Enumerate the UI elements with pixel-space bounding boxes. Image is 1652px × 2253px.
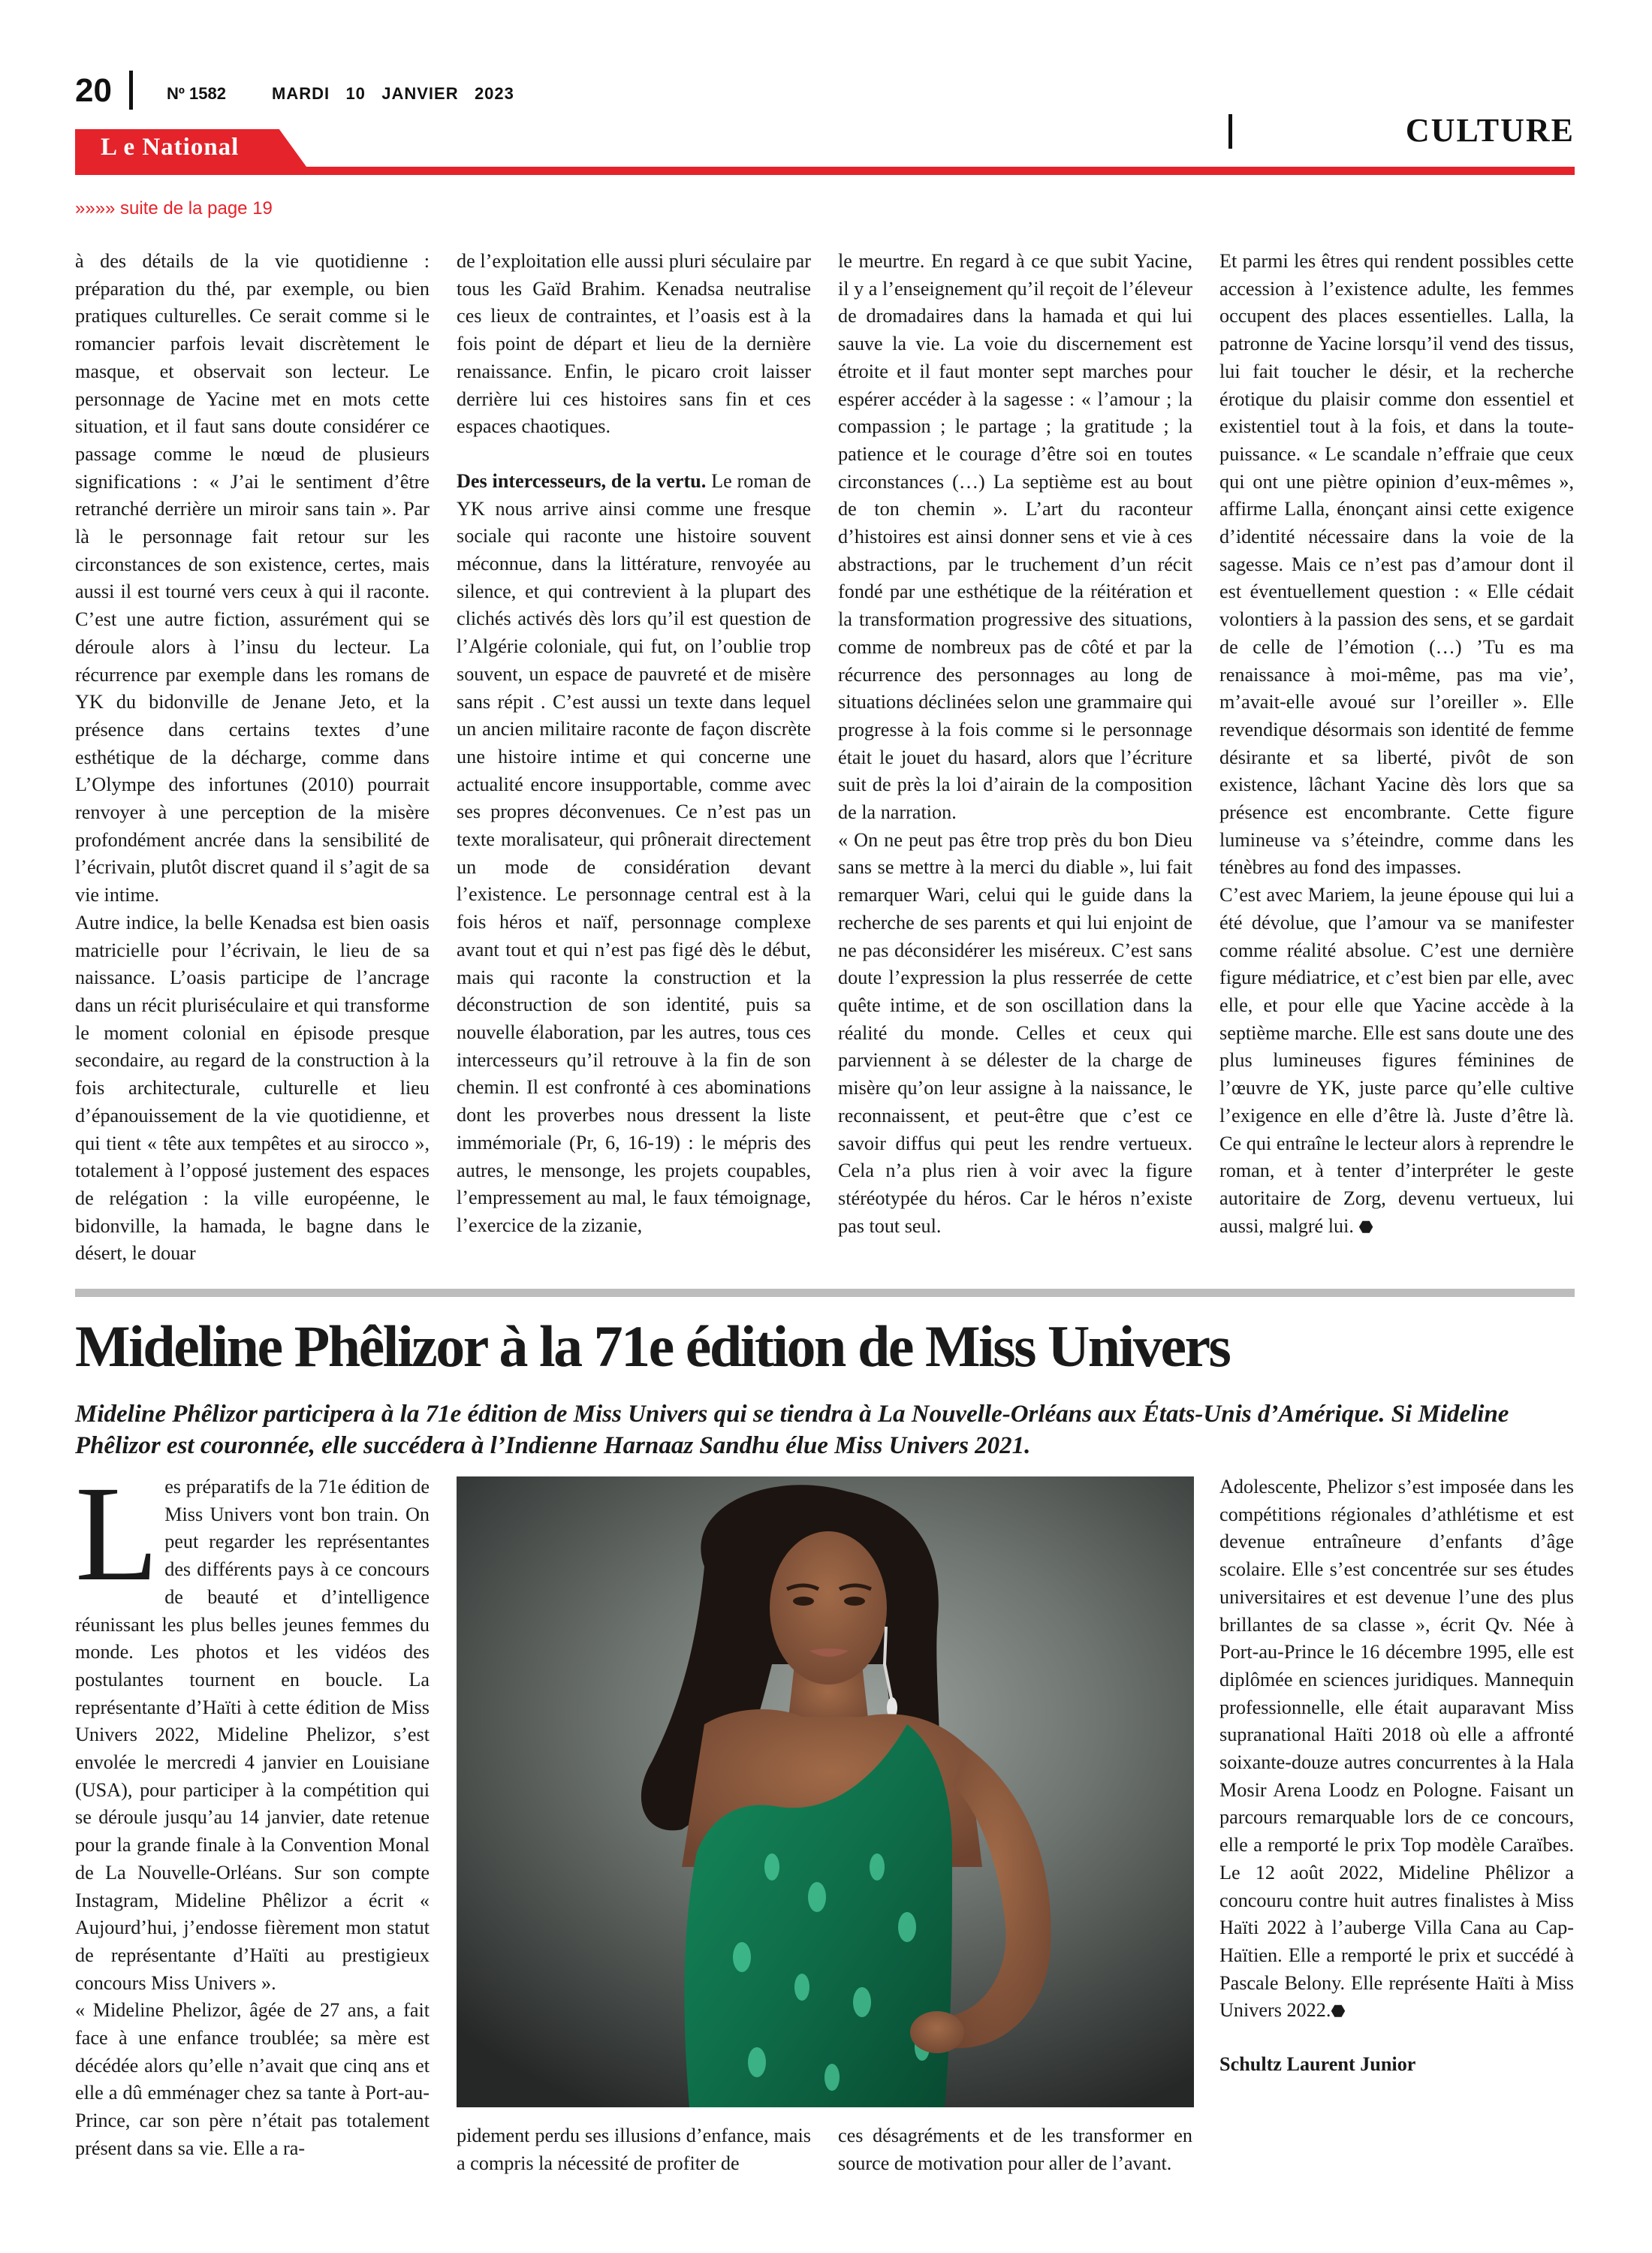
paragraph: Autre indice, la belle Kenadsa est bien oasis matricielle pour l’écrivain, le lieu de sa naissance. L’oasis participe de l’ancrage dans un récit pluriséculaire et qui transforme le moment colonial en épisode presque secondaire, au regard de la construction à la fois architecturale, culturelle et lieu d’épanouissement de la vie quotidienne, et qui tient « tête aux tempêtes et au sirocco », totalement à l’opposé justement des espaces de relégation : la ville européenne, le bidonville, la hamada, le bagne dans le désert, le douar — [75, 911, 430, 1265]
portrait-photo — [457, 1476, 1194, 2107]
article-byline: Schultz Laurent Junior — [1219, 2053, 1416, 2076]
article-column-1 — [75, 1458, 430, 2163]
paragraph-text: Le roman de YK nous arrive ainsi comme une fresque sociale qui raconte une histoire souvent méconnue, dans la littérature, renvoyée au silence, et qui contrevient à la plupart des clichés activés dès lors qu’il est question de l’Algérie coloniale, qui fut, on l’oublie trop souvent, un espace de pauvreté et de misère sans répit . C’est aussi un texte dans lequel un ancien militaire raconte de façon discrète une histoire intime et qui concerne une actualité encore insupportable, comme avec ses propres déconvenues. Ce n’est pas un texte moralisateur, qui prônerait directement un mode de considération devant l’existence. Le personnage central est à la fois héros et naïf, personnage complexe avant tout et qui n’est pas figé dès le début, mais qui raconte la construction et la déconstruction de son identité, puis sa nouvelle élaboration, par les autres, tous ces intercesseurs qu’il retrouve à la fin de son chemin. Il est confronté à ces abominations dont les proverbes nous dressent la liste immémoriale (Pr, 6, 16-19) : le mépris des autres, le mensonge, les projets coupables, l’empressement au mal, le faux témoignage, l’exercice de la zizanie, — [457, 469, 811, 1236]
paragraph: le meurtre. En regard à ce que subit Yacine, il y a l’enseignement qu’il reçoit de l’éleveur de dromadaires dans la hamada et qui lui sauve la vie. La voie du discernement est étroite et il faut monter sept marches pour espérer accéder à la sagesse : « l’amour ; la compassion ; le partage ; la gratitude ; la patience et le courage d’être soi en toutes circonstances (…) La septième est au bout de ton chemin ». L’art du raconteur d’histoires est ainsi donner sens et vie à ces abstractions, par le truchement d’un récit fondé par une esthétique de la réitération et la transformation progressive des situations, comme de nombreux pas de côté et par la récurrence des personnages au long de situations déclinées selon une grammaire qui progresse à la fois comme si le personnage était le jouet du hasard, alors que l’écriture suit de près la loi d’airain de la composition de la narration. — [838, 250, 1192, 824]
article-deck: Mideline Phêlizor participera à la 71e édition de Miss Univers qui se tiendra à La Nouvelle-Orléans aux États-Unis d’Amérique. Si Mideline Phêlizor est couronnée, elle succédera à l’Indienne Harnaaz Sandhu élue Miss Univers 2021. — [75, 1401, 1509, 1459]
paragraph-text: C’est avec Mariem, la jeune épouse qui lui a été dévolue, que l’amour va se manifester comme réalité absolue. C’est une dernière figure médiatrice, et c’est bien par elle, avec elle, et pour elle que Yacine accède à la septième marche. Elle est sans doute une des plus lumineuses figures féminines de l’œuvre de YK, juste parce qu’elle cultive l’exigence en elle d’être là. Juste d’être là. Ce qui entraîne le lecteur alors à reprendre le roman, et à tenter d’interpréter le geste autoritaire de Zorg, devenu vertueux, lui aussi, malgré lui. — [1219, 884, 1574, 1237]
page-number: 20 — [75, 72, 112, 109]
article-headline: Mideline Phêlizor à la 71e édition de Miss Univers — [75, 1313, 1230, 1379]
prev-article-column-1 — [75, 248, 430, 1268]
paragraph: « Mideline Phelizor, âgée de 27 ans, a fait face à une enfance troublée; sa mère est décédée alors qu’elle n’avait que cinq ans et elle a dû emménager chez sa tante à Port-au-Prince, car son père n’était pas totalement présent dans sa vie. Elle a ra- — [75, 1999, 430, 2159]
masthead-logo: L e National — [101, 134, 240, 161]
issue-number: Nº 1582 — [167, 84, 226, 103]
end-mark-icon: ⬣ — [1331, 2001, 1346, 2021]
header-divider — [129, 71, 133, 110]
article-column-2 — [457, 2122, 811, 2177]
paragraph: Et parmi les êtres qui rendent possibles cette accession à l’existence adulte, les femmes occupent des places essentielles. Lalla, la patronne de Yacine lorsqu’il vend des tissus, lui fait toucher le désir, et la recherche érotique du plaisir comme don essentiel et existentiel tout à la fois, et dans la toute-puissance. « Le scandale n’effraie que ceux qui ont une piètre opinion d’eux-mêmes », affirme Lalla, énonçant ainsi cette exigence d’identité nécessaire dans la voie de la sagesse. Mais ce n’est pas d’amour dont il est éventuellement question : « Elle cédait volontiers à la passion des sens, et se gardait de celle de l’émotion (…) ’Tu es ma renaissance à moi-même, pas ma vie’, m’avait-elle avoué sur l’oreiller ». Elle revendique désormais son identité de femme désirante et sa liberté, pivôt de son existence, lâchant Yacine dès lors que sa présence est encombrante. Cette figure lumineuse va s’éteindre, comme dans les ténèbres au fond des impasses. — [1219, 250, 1574, 879]
section-title: CULTURE — [1405, 112, 1575, 149]
issue-date: MARDI 10 JANVIER 2023 — [272, 84, 514, 103]
paragraph-with-subhead — [457, 468, 811, 1240]
section-divider — [1228, 114, 1232, 149]
article-column-3 — [838, 2122, 1192, 2177]
continuation-note: »»»» suite de la page 19 — [75, 198, 273, 219]
paragraph: « On ne peut pas être trop près du bon Dieu sans se mettre à la merci du diable », lui fait remarquer Wari, celui qui le guide dans la recherche de ses parents et qui lui enjoint de ne pas déconsidérer les miséreux. C’est sans doute l’expression la plus resserrée de cette quête intime, et de son oscillation dans la réalité du monde. Celles et ceux qui parviennent à se délester de la charge de misère qu’on leur assigne à la naissance, le reconnaissent, et peut-être que c’est ce savoir diffus qui peut les rendre vertueux. Cela n’a plus rien à voir avec la figure stéréotypée du héros. Car le héros n’existe pas tout seul. — [838, 828, 1192, 1237]
prev-article-column-4 — [1219, 248, 1574, 1241]
paragraph — [1219, 882, 1574, 1241]
paragraph: ces désagréments et de les transformer en source de motivation pour aller de l’avant. — [838, 2125, 1192, 2174]
paragraph: de l’exploitation elle aussi pluri séculaire par tous les Gaïd Brahim. Kenadsa neutralise ces lieux de contraintes, et l’oasis est à la fois point de départ et lieu de la dernière renaissance. Enfin, le picaro croit laisser derrière lui ces histoires sans fin et ces espaces chaotiques. — [457, 250, 811, 438]
paragraph: à des détails de la vie quotidienne : préparation du thé, par exemple, ou bien pratiques culturelles. Ce serait comme si le romancier parfois levait discrètement le masque, et observait son lecteur. Le personnage de Yacine met en mots cette situation, et il faut sans doute considérer ce passage comme le nœud de plusieurs significations : « J’ai le sentiment d’être retranché derrière un miroir sans tain ». Par là le personnage fait retour sur les circonstances de son existence, certes, mais aussi il est tourné vers ceux à qui il raconte. C’est une autre fiction, assurément qui se déroule alors à l’insu du lecteur. La récurrence par exemple dans les romans de YK du bidonville de Jenane Jeto, et la présence dans certains textes d’une esthétique de la décharge, comme dans L’Olympe des infortunes (2010) pourrait renvoyer à une perception de la misère profondément ancrée dans la sensibilité de l’écrivain, plutôt discret quand il s’agit de sa vie intime. — [75, 250, 430, 906]
prev-article-column-3 — [838, 248, 1192, 1240]
subhead: Des intercesseurs, de la vertu. — [457, 469, 707, 492]
paragraph — [1219, 1473, 1574, 2025]
end-mark-icon: ⬣ — [1358, 1217, 1373, 1236]
article-separator — [75, 1289, 1575, 1297]
paragraph-text: es préparatifs de la 71e édition de Miss Univers vont bon train. On peut regarder les représentantes des différents pays à ce concours de beauté et d’intelligence réunissant les plus belles jeunes femmes du monde. Les photos et les vidéos des postulantes tournent en boucle. La représentante d’Haïti à cette édition de Miss Univers 2022, Mideline Phelizor, s’est envolée le mercredi 4 janvier en Louisiane (USA), pour participer à la compétition qui se déroule jusqu’au 14 janvier, date retenue pour la grande finale à la Convention Monal de La Nouvelle-Orléans. Sur son compte Instagram, Mideline Phêlizor a écrit « Aujourd’hui, j’endosse fièrement mon statut de représentante d’Haïti au prestigieux concours Miss Univers ». — [75, 1476, 430, 1994]
portrait-illustration — [457, 1476, 1194, 2107]
paragraph — [75, 1458, 430, 1997]
paragraph-text: Adolescente, Phelizor s’est imposée dans les compétitions régionales d’athlétisme et est devenue entraîneure d’enfants d’âge scolaire. Elle s’est concentrée sur ses études universitaires et est devenue l’une des plus brillantes de sa classe », écrit Qv. Née à Port-au-Prince le 16 décembre 1995, elle est diplômée en sciences juridiques. Mannequin professionnelle, elle était auparavant Miss supranational Haïti 2018 où elle a affronté soixante-douze autres concurrentes à la Hala Mosir Arena Loodz en Pologne. Faisant un parcours remarquable lors de ce concours, elle a remporté le prix Top modèle Caraïbes. Le 12 août 2022, Mideline Phêlizor a concouru contre huit autres finalistes à Miss Haïti 2022 à l’auberge Villa Cana au Cap-Haïtien. Elle a remporté le prix et succédé à Pascale Belony. Elle représente Haïti à Miss Univers 2022. — [1219, 1476, 1574, 2022]
paragraph: pidement perdu ses illusions d’enfance, mais a compris la nécessité de profiter de — [457, 2125, 811, 2174]
prev-article-column-2 — [457, 248, 811, 1240]
drop-cap: L — [75, 1458, 159, 1609]
article-column-4 — [1219, 1473, 1574, 2079]
